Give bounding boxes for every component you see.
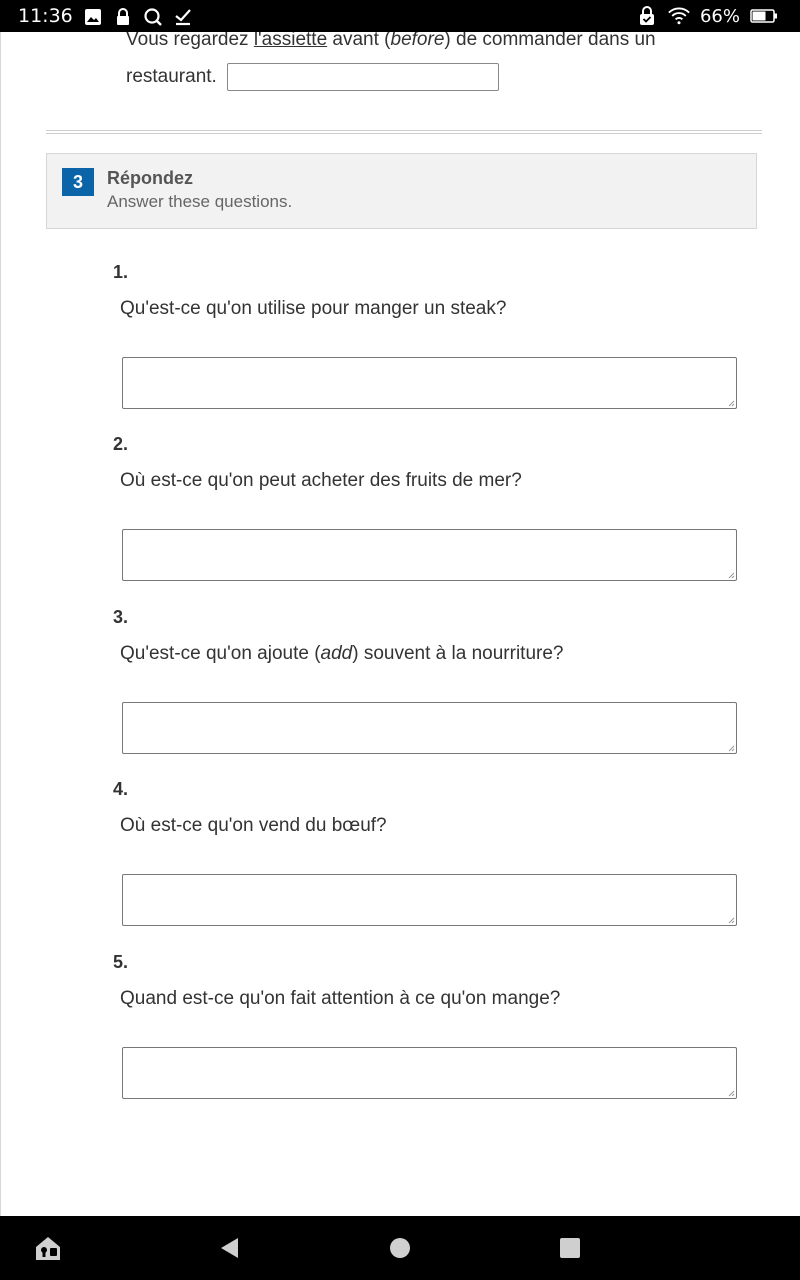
answer-field-4[interactable] xyxy=(122,874,737,926)
prev-text-italic: before xyxy=(390,32,445,50)
recents-icon[interactable] xyxy=(554,1232,586,1264)
prev-text-mid: avant ( xyxy=(327,32,391,50)
exercise-content[interactable] xyxy=(0,32,800,1216)
status-bar xyxy=(0,0,800,32)
vpn-lock-icon xyxy=(636,5,658,27)
prev-text-start: Vous regardez xyxy=(126,32,254,50)
previous-item-line1 xyxy=(126,32,656,51)
status-time: 11:36 xyxy=(18,5,73,27)
section-divider xyxy=(46,130,762,134)
assiette-link[interactable]: l'assiette xyxy=(253,32,328,50)
question-text: Qu'est-ce qu'on utilise pour manger un steak? xyxy=(120,298,507,319)
question-text-italic: add xyxy=(320,643,353,664)
question-text-start: Qu'est-ce qu'on ajoute ( xyxy=(120,643,321,664)
back-icon[interactable] xyxy=(213,1232,245,1264)
answer-field-3[interactable] xyxy=(122,702,737,754)
question-number-1: 1. xyxy=(113,262,129,282)
question-text: Quand est-ce qu'on fait attention à ce qu'on mange? xyxy=(120,988,561,1009)
download-done-icon xyxy=(172,6,194,28)
notification-icons xyxy=(82,6,194,28)
question-text: Où est-ce qu'on peut acheter des fruits de mer? xyxy=(120,470,522,491)
resize-grip-icon[interactable] xyxy=(728,917,735,924)
image-icon xyxy=(82,6,104,28)
navigation-bar xyxy=(0,1216,800,1280)
section-number-badge: 3 xyxy=(62,168,94,196)
resize-grip-icon[interactable] xyxy=(728,400,735,407)
previous-item-answer-input[interactable] xyxy=(227,63,499,91)
question-number-5: 5. xyxy=(113,952,129,972)
resize-grip-icon[interactable] xyxy=(728,572,735,579)
question-text-5 xyxy=(120,988,560,1010)
status-right xyxy=(636,5,778,27)
prev-text-end: ) de commander dans un xyxy=(444,32,656,50)
answer-field-1[interactable] xyxy=(122,357,737,409)
search-icon xyxy=(142,6,164,28)
lock-icon xyxy=(112,6,134,28)
question-text-2 xyxy=(120,470,522,492)
home-icon[interactable] xyxy=(384,1232,416,1264)
battery-icon xyxy=(750,5,778,27)
question-number-4: 4. xyxy=(113,779,129,799)
section-header xyxy=(46,153,757,229)
section-subtitle: Answer these questions. xyxy=(107,192,293,211)
answer-field-5[interactable] xyxy=(122,1047,737,1099)
question-text: Où est-ce qu'on vend du bœuf? xyxy=(120,815,387,836)
previous-item-line2: restaurant. xyxy=(126,66,217,87)
answer-field-2[interactable] xyxy=(122,529,737,581)
section-title: Répondez xyxy=(107,168,194,188)
question-text-1 xyxy=(120,298,506,320)
question-text-4 xyxy=(120,815,387,837)
question-number-3: 3. xyxy=(113,607,129,627)
resize-grip-icon[interactable] xyxy=(728,1090,735,1097)
resize-grip-icon[interactable] xyxy=(728,745,735,752)
home-lock-icon[interactable] xyxy=(32,1232,64,1264)
wifi-icon xyxy=(668,5,690,27)
question-text-3 xyxy=(120,643,563,665)
question-number-2: 2. xyxy=(113,434,129,454)
question-text-end: ) souvent à la nourriture? xyxy=(352,643,564,664)
battery-percent: 66% xyxy=(699,5,740,27)
